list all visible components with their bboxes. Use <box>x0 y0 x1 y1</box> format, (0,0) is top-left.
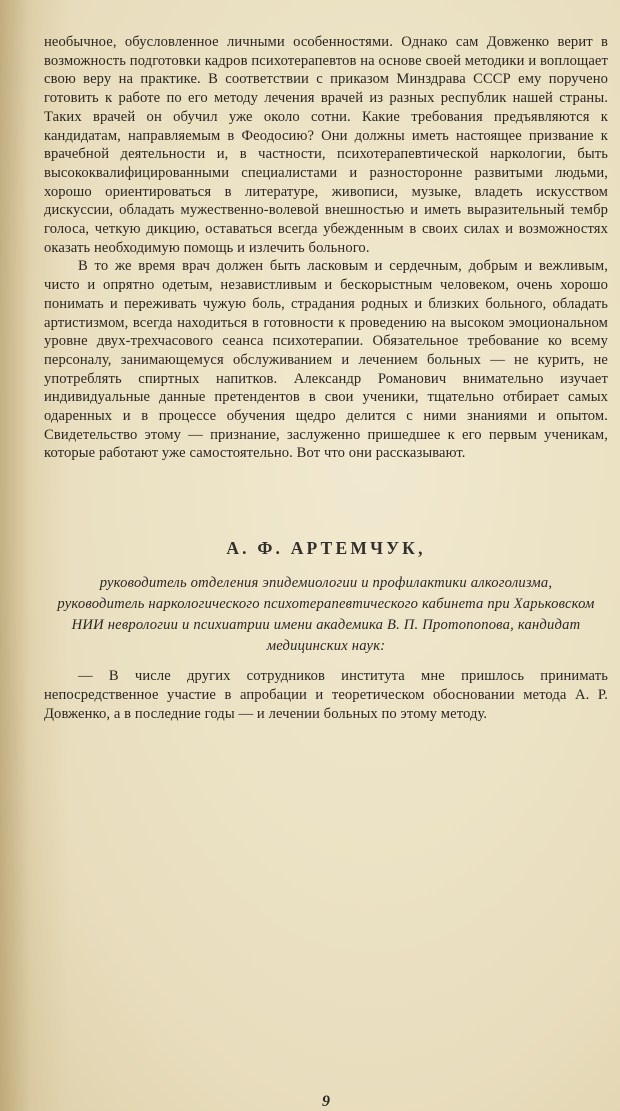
author-title: руководитель отделения эпидемиологии и профилактики алкоголизма, руководитель наркологического психотерапевтического кабинета при Харьковском НИИ неврологии и психиатрии имени академика В. П. Протопопова, кандидат медицинских наук: <box>57 575 595 655</box>
body-paragraph-2: В то же время врач должен быть ласковым и сердечным, добрым и вежливым, чисто и опрятно одетым, независтливым и бескорыстным человеком, очень хорошо понимать и переживать чужую боль, страдания родных и близких больного, обладать артистизмом, всегда находиться в готовности к проведению на высоком эмоциональном уровне двух-трехчасового сеанса психотерапии. Обязательное требование ко всему персоналу, занимающемуся обслуживанием и лечением больных — не курить, не употреблять спиртных напитков. Александр Романович внимательно изучает индивидуальные данные претендентов в свои ученики, тщательно отбирает самых одаренных и в процессе обучения щедро делится с ними знаниями и опытом. Свидетельство этому — признание, заслуженно пришедшее к его первым ученикам, которые работают уже самостоятельно. Вот что они рассказывают. <box>44 258 608 462</box>
document-page <box>44 33 608 1110</box>
author-name-heading: А. Ф. АРТЕМЧУК, <box>226 538 426 559</box>
body-paragraph-1: необычное, обусловленное личными особенностями. Однако сам Довженко верит в возможность подготовки кадров психотерапевтов на основе своей методики и воплощает свою веру на практике. В соответствии с приказом Минздрава СССР ему поручено готовить к работе по его методу лечения врачей из разных республик нашей страны. Таких врачей он обучил уже около сотни. Какие требования предъявляются к кандидатам, направляемым в Феодосию? Они должны иметь настоящее призвание к врачебной деятельности и, в частности, психотерапевтической наркологии, быть высококвалифицированными специалистами и разносторонне развитыми людьми, хорошо ориентироваться в литературе, живописи, музыке, владеть искусством дискуссии, обладать мужественно-волевой внешностью и иметь выразительный тембр голоса, четкую дикцию, оставаться всегда убежденным в своих силах и возможностях оказать необходимую помощь и излечить больного. <box>44 34 608 256</box>
page-number: 9 <box>322 1093 330 1110</box>
quote-paragraph: — В числе других сотрудников института мне пришлось принимать непосредственное участие в апробации и теоретическом обосновании метода А. Р. Довженко, а в последние годы — и лечении больных по этому методу. <box>44 668 608 722</box>
